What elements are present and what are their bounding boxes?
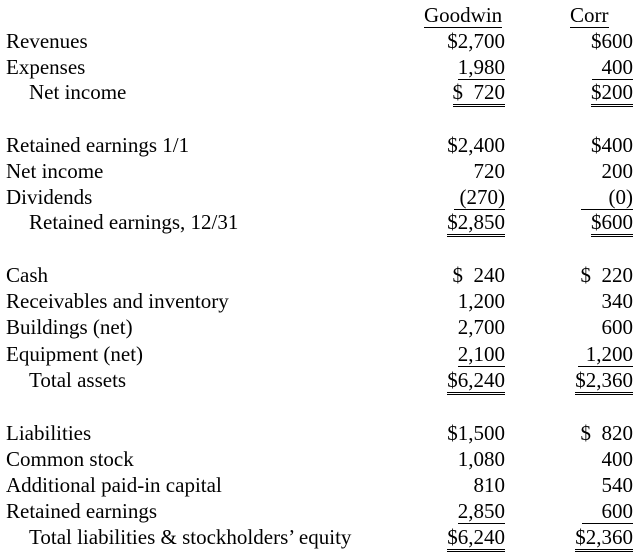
dividends-corr: (0) xyxy=(581,185,634,210)
revenues-label: Revenues xyxy=(6,29,88,53)
re-ending-label: Retained earnings, 12/31 xyxy=(29,210,239,234)
retained-earnings-label: Retained earnings xyxy=(6,499,158,523)
total-assets-corr: $2,360 xyxy=(575,368,633,395)
buildings-goodwin: 2,700 xyxy=(457,315,505,339)
common-stock-corr: 400 xyxy=(601,447,633,471)
dividends-goodwin: (270) xyxy=(454,185,506,210)
liabilities-label: Liabilities xyxy=(6,421,92,445)
dividends-label: Dividends xyxy=(6,185,93,209)
apic-label: Additional paid-in capital xyxy=(6,473,222,497)
revenues-corr: $600 xyxy=(591,29,633,53)
re-ending-goodwin: $2,850 xyxy=(447,210,505,237)
liabilities-goodwin: $1,500 xyxy=(447,421,505,445)
equipment-label: Equipment (net) xyxy=(6,342,144,366)
receivables-label: Receivables and inventory xyxy=(6,289,229,313)
retained-earnings-corr: 600 xyxy=(582,499,634,524)
equipment-goodwin: 2,100 xyxy=(457,342,505,366)
cash-label: Cash xyxy=(6,263,48,287)
net-income-corr: $200 xyxy=(591,80,633,107)
buildings-label: Buildings (net) xyxy=(6,315,133,339)
cash-corr: $ 220 xyxy=(580,263,633,287)
receivables-corr: 340 xyxy=(601,289,633,313)
retained-earnings-goodwin: 2,850 xyxy=(457,499,505,523)
expenses-label: Expenses xyxy=(6,55,86,79)
common-stock-goodwin: 1,080 xyxy=(457,447,505,471)
goodwin-column-header: Goodwin xyxy=(424,3,503,27)
total-liabilities-equity-label: Total liabilities & stockholders’ equity xyxy=(29,525,352,549)
re-beginning-label: Retained earnings 1/1 xyxy=(6,133,190,157)
equipment-corr: 1,200 xyxy=(578,342,633,367)
re-ending-corr: $600 xyxy=(591,210,633,237)
re-net-income-corr: 200 xyxy=(601,159,633,183)
common-stock-label: Common stock xyxy=(6,447,134,471)
net-income-goodwin: $ 720 xyxy=(453,80,506,107)
total-liabilities-equity-goodwin: $6,240 xyxy=(447,525,505,552)
total-assets-label: Total assets xyxy=(29,368,127,392)
buildings-corr: 600 xyxy=(601,315,633,339)
apic-goodwin: 810 xyxy=(473,473,505,497)
re-beginning-goodwin: $2,400 xyxy=(447,133,505,157)
total-liabilities-equity-corr: $2,360 xyxy=(575,525,633,552)
cash-goodwin: $ 240 xyxy=(452,263,505,287)
re-net-income-label: Net income xyxy=(6,159,104,183)
expenses-corr: 400 xyxy=(592,55,634,80)
re-beginning-corr: $400 xyxy=(591,133,633,157)
re-net-income-goodwin: 720 xyxy=(473,159,505,183)
liabilities-corr: $ 820 xyxy=(580,421,633,445)
revenues-goodwin: $2,700 xyxy=(447,29,505,53)
expenses-goodwin: 1,980 xyxy=(457,55,505,79)
apic-corr: 540 xyxy=(601,473,633,497)
receivables-goodwin: 1,200 xyxy=(457,289,505,313)
corr-column-header: Corr xyxy=(570,3,609,27)
total-assets-goodwin: $6,240 xyxy=(447,368,505,395)
net-income-label: Net income xyxy=(29,80,127,104)
